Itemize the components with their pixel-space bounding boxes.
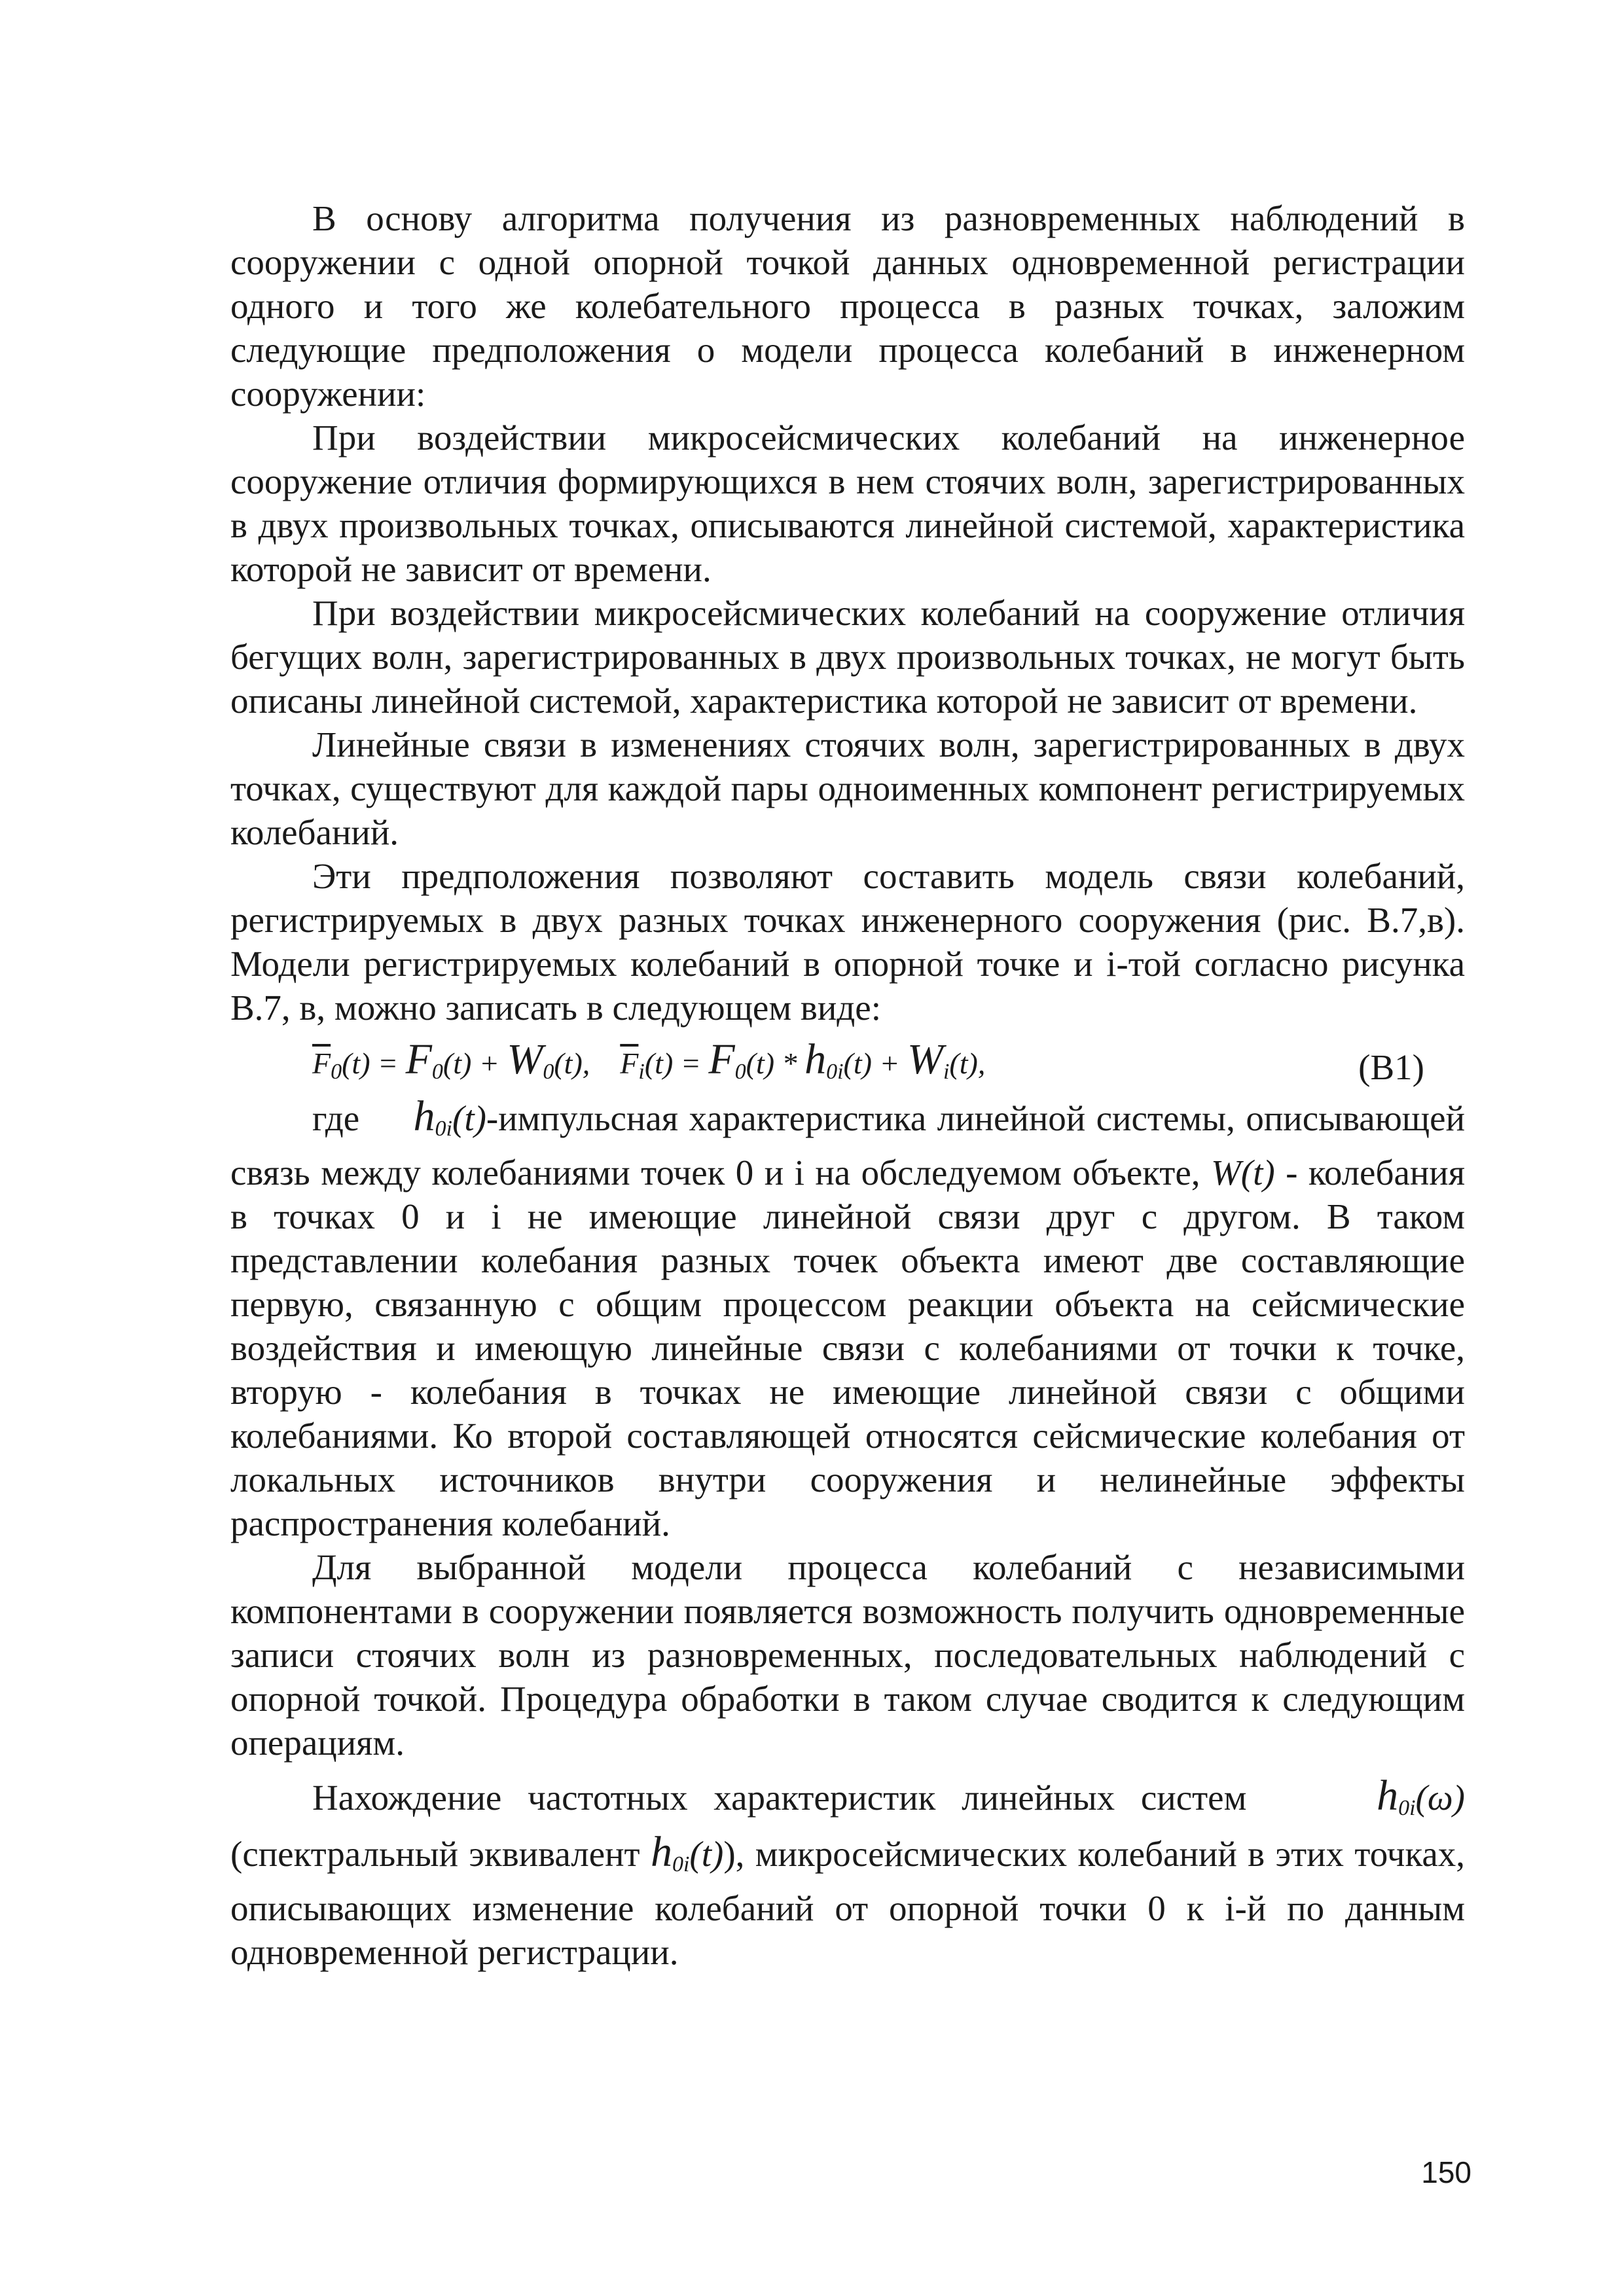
paragraph-6: где $h_{0i}(t)$-импульсная характеристика линейной системы, описывающей связь между колебаниями точек 0 и i на обследуемом объекте, W(t) - колебания в точках 0 и i не имеющие линейной связи друг с другом. В таком представлении колебания разных точек объекта имеют две составляющие первую, связанную с общим процессом реакции объекта на сейсмические воздействия и имеющую линейные связи с колебаниями от точки к точке, вторую - колебания в точках не имеющие линейной связи с общими колебаниями. Ко второй составляющей относятся сейсмические колебания от локальных источников внутри сооружения и нелинейные эффекты распространения колебаний. bbox=[230, 1092, 1466, 1543]
paragraph-7: Для выбранной модели процесса колебаний с независимыми компонентами в сооружении появляется возможность получить одновременные записи стоячих волн из разновременных, последовательных наблюдений с опорной точкой. Процедура обработки в таком случае сводится к следующим операциям. bbox=[230, 1547, 1465, 1763]
frequency-response-symbol: $h_{0i}(\omega)$ bbox=[1377, 1772, 1465, 1820]
formula-lhs2: $\overline{F}$ bbox=[620, 1047, 639, 1080]
paragraph-2: При воздействии микросейсмических колебаний на инженерное сооружение отличия формирующихся в нем стоячих волн, зарегистрированных в двух произвольных точках, описываются линейной системой, характеристика которой не зависит от времени. bbox=[230, 418, 1465, 589]
body-text bbox=[230, 196, 1465, 1974]
formula-expression: $\overline{F}_0(t) = F_0(t) + W_0(t)$, $\overline{F}_i(t) = F_0(t) * h_{0i}(t) + W_i(t)$, bbox=[312, 1035, 986, 1084]
paragraph-8: Нахождение частотных характеристик линейных систем $h_{0i}(\omega)$ (спектральный эквивалент $h_{0i}(t)$), микросейсмических колебаний в этих точках, описывающих изменение колебаний от опорной точки 0 к i-й по данным одновременной регистрации. bbox=[230, 1772, 1465, 1972]
page-number: 150 bbox=[1421, 2155, 1471, 2189]
spectral-equivalent-symbol: $h_{0i}(t)$ bbox=[650, 1828, 724, 1876]
impulse-response-symbol: $h_{0i}(t)$ bbox=[413, 1092, 486, 1141]
equation-number: (B1) bbox=[1358, 1047, 1424, 1087]
formula-lhs1: $\overline{F}$ bbox=[312, 1047, 331, 1080]
paragraph-3: При воздействии микросейсмических колебаний на сооружение отличия бегущих волн, зарегистрированных в двух произвольных точках, не могут быть описаны линейной системой, характеристика которой не зависит от времени. bbox=[230, 593, 1465, 721]
paragraph-5: Эти предположения позволяют составить модель связи колебаний, регистрируемых в двух разных точках инженерного сооружения (рис. В.7,в). Модели регистрируемых колебаний в опорной точке и i-той согласно рисунка В.7, в, можно записать в следующем виде: bbox=[230, 856, 1465, 1028]
noise-symbol: W(t) bbox=[1210, 1153, 1275, 1193]
paragraph-1: В основу алгоритма получения из разновременных наблюдений в сооружении с одной опорной точкой данных одновременной регистрации одного и того же колебательного процесса в разных точках, заложим следующие предположения о модели процесса колебаний в инженерном сооружении: bbox=[230, 198, 1465, 414]
formula-b1 bbox=[230, 1032, 1465, 1094]
paragraph-4: Линейные связи в изменениях стоячих волн, зарегистрированных в двух точках, существуют для каждой пары одноименных компонент регистрируемых колебаний. bbox=[230, 725, 1465, 852]
